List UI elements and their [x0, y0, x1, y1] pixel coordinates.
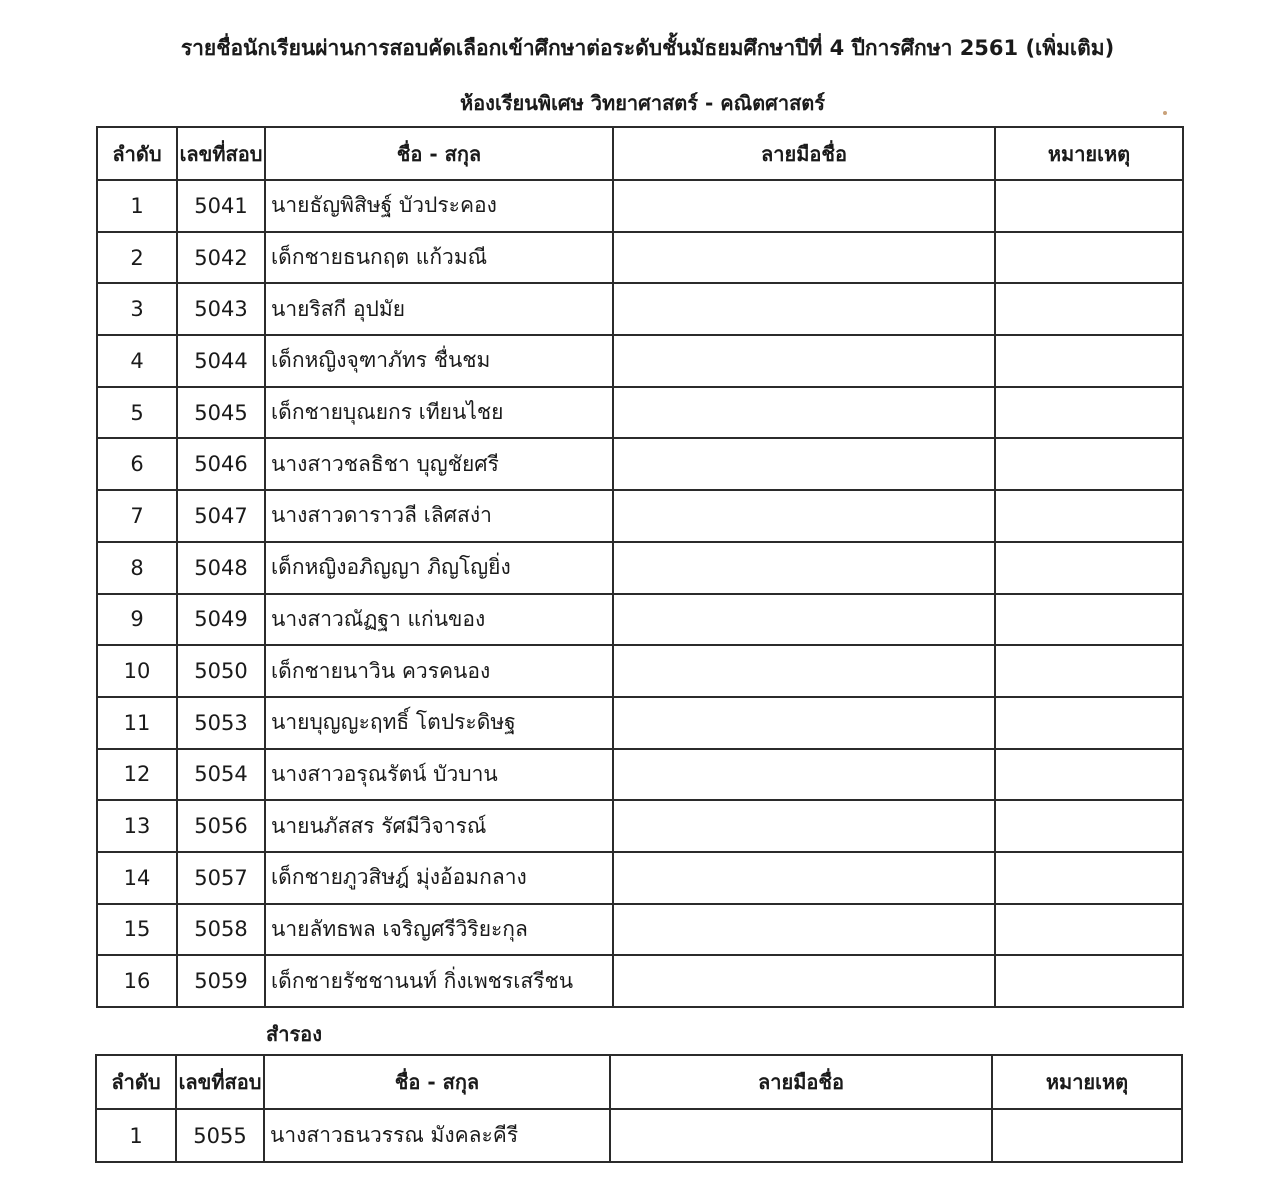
column-header-exam-no: เลขที่สอบ — [177, 127, 265, 180]
row-remark-cell — [995, 645, 1183, 697]
table-row — [97, 335, 1183, 387]
row-exam-no: 5055 — [176, 1109, 264, 1162]
row-order: 14 — [97, 852, 177, 904]
row-exam-no: 5042 — [177, 232, 265, 284]
column-header-remark: หมายเหตุ — [992, 1055, 1182, 1109]
row-student-name: เด็กชายธนกฤต แก้วมณี — [265, 232, 613, 284]
row-signature-cell — [613, 283, 995, 335]
row-student-name: นางสาวดาราวลี เลิศสง่า — [265, 490, 613, 542]
row-student-name: เด็กหญิงจุฑาภัทร ชื่นชม — [265, 335, 613, 387]
row-remark-cell — [995, 542, 1183, 594]
row-signature-cell — [613, 387, 995, 439]
row-order: 13 — [97, 800, 177, 852]
row-signature-cell — [613, 180, 995, 232]
row-exam-no: 5041 — [177, 180, 265, 232]
table-row — [97, 749, 1183, 801]
row-remark-cell — [995, 490, 1183, 542]
table-row — [97, 852, 1183, 904]
row-student-name: นายลัทธพล เจริญศรีวิริยะกุล — [265, 904, 613, 956]
row-exam-no: 5043 — [177, 283, 265, 335]
row-signature-cell — [613, 438, 995, 490]
reserve-table — [95, 1054, 1183, 1163]
row-exam-no: 5059 — [177, 955, 265, 1007]
row-remark-cell — [995, 800, 1183, 852]
row-signature-cell — [613, 542, 995, 594]
row-remark-cell — [992, 1109, 1182, 1162]
table-row — [97, 955, 1183, 1007]
row-exam-no: 5058 — [177, 904, 265, 956]
row-exam-no: 5049 — [177, 594, 265, 646]
row-exam-no: 5044 — [177, 335, 265, 387]
table-header-row — [97, 127, 1183, 180]
row-remark-cell — [995, 749, 1183, 801]
column-header-signature: ลายมือชื่อ — [613, 127, 995, 180]
row-signature-cell — [613, 852, 995, 904]
row-student-name: นายบุญญะฤทธิ์ โตประดิษฐ — [265, 697, 613, 749]
row-order: 11 — [97, 697, 177, 749]
row-signature-cell — [613, 490, 995, 542]
row-signature-cell — [613, 645, 995, 697]
row-student-name: เด็กชายบุณยกร เทียนไชย — [265, 387, 613, 439]
row-order: 10 — [97, 645, 177, 697]
row-exam-no: 5057 — [177, 852, 265, 904]
row-student-name: นางสาวชลธิชา บุญชัยศรี — [265, 438, 613, 490]
row-signature-cell — [610, 1109, 992, 1162]
table-row — [97, 594, 1183, 646]
row-student-name: เด็กหญิงอภิญญา ภิญโญยิ่ง — [265, 542, 613, 594]
table-row — [97, 490, 1183, 542]
column-header-name: ชื่อ - สกุล — [264, 1055, 610, 1109]
row-remark-cell — [995, 955, 1183, 1007]
row-order: 8 — [97, 542, 177, 594]
row-student-name: เด็กชายรัชชานนท์ กิ่งเพชรเสรีชน — [265, 955, 613, 1007]
row-exam-no: 5045 — [177, 387, 265, 439]
row-student-name: เด็กชายภูวสิษฎ์ มุ่งอ้อมกลาง — [265, 852, 613, 904]
table-row — [97, 904, 1183, 956]
row-signature-cell — [613, 800, 995, 852]
row-signature-cell — [613, 904, 995, 956]
row-remark-cell — [995, 904, 1183, 956]
table-row — [97, 180, 1183, 232]
row-signature-cell — [613, 594, 995, 646]
column-header-exam-no: เลขที่สอบ — [176, 1055, 264, 1109]
row-student-name: นางสาวณัฏฐา แก่นของ — [265, 594, 613, 646]
row-signature-cell — [613, 232, 995, 284]
table-row — [96, 1109, 1182, 1162]
scan-speck — [1163, 111, 1167, 115]
row-remark-cell — [995, 697, 1183, 749]
column-header-name: ชื่อ - สกุล — [265, 127, 613, 180]
row-signature-cell — [613, 955, 995, 1007]
row-student-name: นายธัญพิสิษฐ์ บัวประคอง — [265, 180, 613, 232]
row-order: 9 — [97, 594, 177, 646]
row-exam-no: 5050 — [177, 645, 265, 697]
row-order: 1 — [97, 180, 177, 232]
row-exam-no: 5056 — [177, 800, 265, 852]
document-title: รายชื่อนักเรียนผ่านการสอบคัดเลือกเข้าศึกษาต่อระดับชั้นมัธยมศึกษาปีที่ 4 ปีการศึกษา 2561 (เพิ่มเติม) — [180, 36, 1115, 60]
row-order: 5 — [97, 387, 177, 439]
row-remark-cell — [995, 438, 1183, 490]
table-row — [97, 283, 1183, 335]
row-remark-cell — [995, 283, 1183, 335]
column-header-order: ลำดับ — [96, 1055, 176, 1109]
row-order: 3 — [97, 283, 177, 335]
row-exam-no: 5054 — [177, 749, 265, 801]
row-order: 6 — [97, 438, 177, 490]
table-row — [97, 645, 1183, 697]
row-signature-cell — [613, 749, 995, 801]
row-order: 4 — [97, 335, 177, 387]
table-header-row — [96, 1055, 1182, 1109]
table-row — [97, 438, 1183, 490]
row-remark-cell — [995, 594, 1183, 646]
row-remark-cell — [995, 180, 1183, 232]
row-exam-no: 5048 — [177, 542, 265, 594]
row-student-name: นายนภัสสร รัศมีวิจารณ์ — [265, 800, 613, 852]
row-student-name: นางสาวอรุณรัตน์ บัวบาน — [265, 749, 613, 801]
row-exam-no: 5046 — [177, 438, 265, 490]
row-order: 1 — [96, 1109, 176, 1162]
row-exam-no: 5047 — [177, 490, 265, 542]
reserve-label: สำรอง — [266, 1022, 322, 1046]
students-table — [96, 126, 1184, 1008]
row-order: 7 — [97, 490, 177, 542]
column-header-order: ลำดับ — [97, 127, 177, 180]
row-remark-cell — [995, 852, 1183, 904]
row-order: 12 — [97, 749, 177, 801]
row-exam-no: 5053 — [177, 697, 265, 749]
row-student-name: นางสาวธนวรรณ มังคละคีรี — [264, 1109, 610, 1162]
table-row — [97, 697, 1183, 749]
table-row — [97, 800, 1183, 852]
row-remark-cell — [995, 387, 1183, 439]
table-row — [97, 232, 1183, 284]
row-order: 15 — [97, 904, 177, 956]
row-remark-cell — [995, 335, 1183, 387]
document-subtitle: ห้องเรียนพิเศษ วิทยาศาสตร์ - คณิตศาสตร์ — [459, 91, 826, 115]
column-header-remark: หมายเหตุ — [995, 127, 1183, 180]
row-signature-cell — [613, 697, 995, 749]
table-row — [97, 387, 1183, 439]
row-remark-cell — [995, 232, 1183, 284]
row-signature-cell — [613, 335, 995, 387]
column-header-signature: ลายมือชื่อ — [610, 1055, 992, 1109]
row-student-name: นายริสกี อุปมัย — [265, 283, 613, 335]
row-student-name: เด็กชายนาวิน ควรคนอง — [265, 645, 613, 697]
row-order: 2 — [97, 232, 177, 284]
table-row — [97, 542, 1183, 594]
row-order: 16 — [97, 955, 177, 1007]
